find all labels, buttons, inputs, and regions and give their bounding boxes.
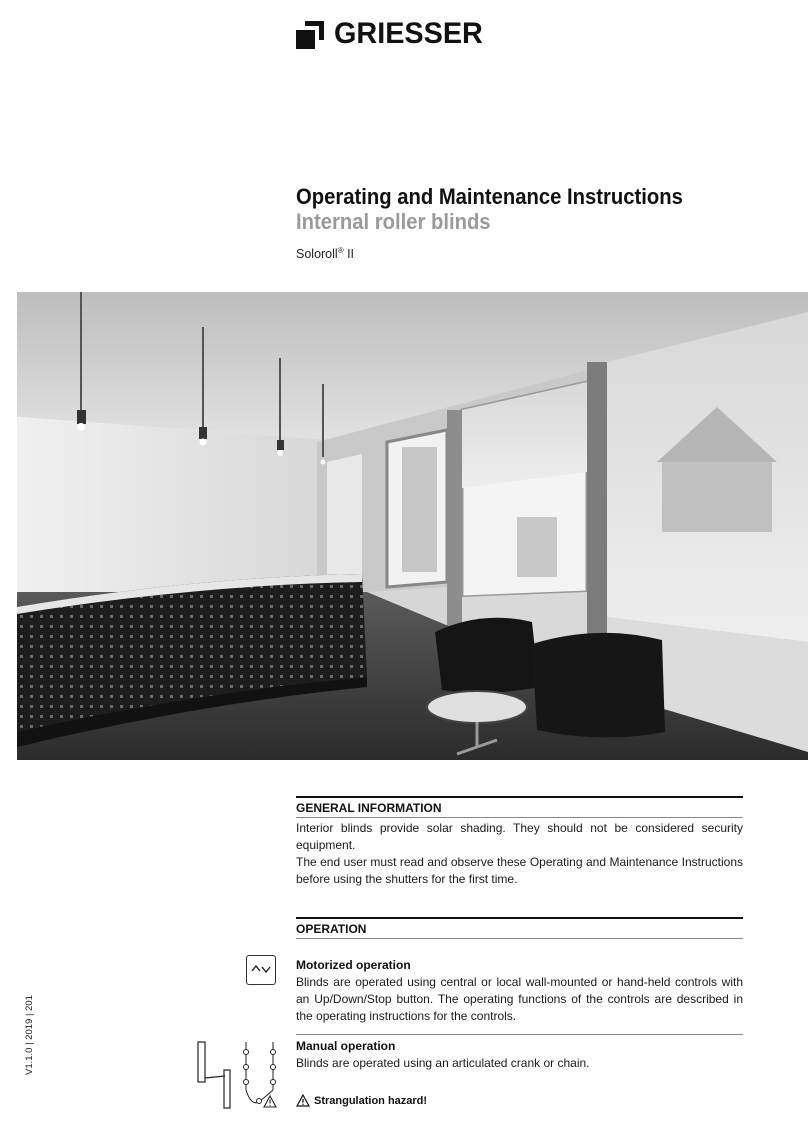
general-information-text-2: The end user must read and observe these Operating and Maintenance Instructions before using the shutters for the first time.	[296, 855, 743, 886]
brand-name: GRIESSER	[334, 17, 483, 50]
griesser-logo-mark-icon	[296, 21, 324, 49]
interior-photo	[17, 292, 808, 760]
manual-operation-heading: Manual operation	[296, 1039, 396, 1053]
document-subtitle: Internal roller blinds	[296, 209, 491, 234]
general-information-heading: GENERAL INFORMATION	[296, 798, 743, 818]
general-information-text-1: Interior blinds provide solar shading. They should not be considered security equipment.	[296, 821, 743, 852]
manual-operation-text: Blinds are operated using an articulated crank or chain.	[296, 1056, 590, 1070]
product-name: Soloroll® II	[296, 246, 355, 262]
warning-triangle-icon	[296, 1094, 310, 1107]
version-label: V1.1.0 | 2019 | 201	[24, 995, 35, 1075]
operation-section	[296, 917, 743, 1072]
warning-text: Strangulation hazard!	[314, 1094, 428, 1107]
motorized-operation-text: Blinds are operated using central or local wall-mounted or hand-held controls with an Up/Down/Stop button. The operating functions of the controls are described in the operating instructions for the controls.	[296, 975, 743, 1023]
motorized-operation-heading: Motorized operation	[296, 958, 411, 972]
operation-heading: OPERATION	[296, 919, 743, 939]
crank-chain-icon	[196, 1040, 280, 1110]
brand-logo	[296, 17, 516, 50]
general-information-section	[296, 796, 743, 888]
strangulation-warning	[296, 1094, 427, 1107]
document-title: Operating and Maintenance Instructions	[296, 184, 683, 209]
up-down-button-icon	[246, 955, 276, 985]
